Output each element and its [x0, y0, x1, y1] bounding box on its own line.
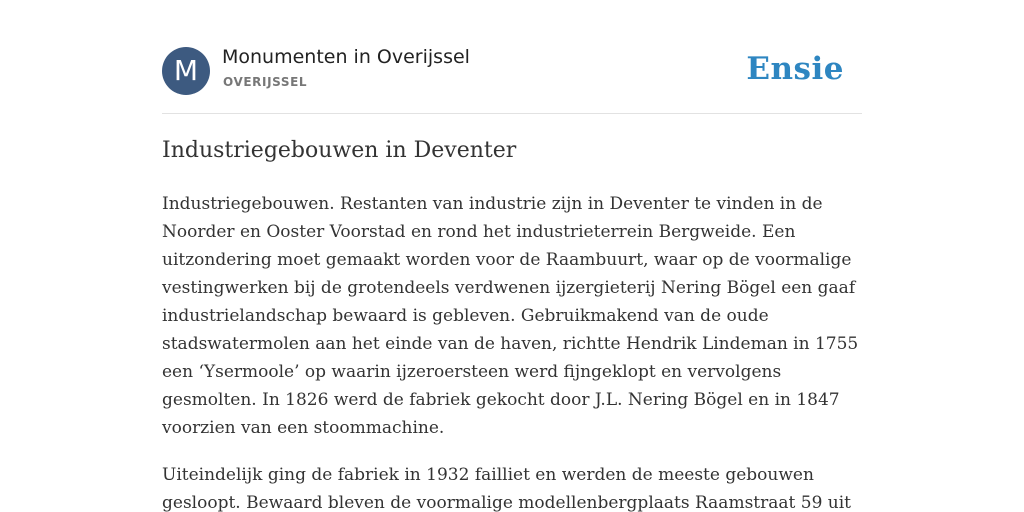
header-divider — [162, 113, 862, 114]
paragraph-line: Noorder en Ooster Voorstad en rond het industrieterrein Bergweide. Een — [162, 222, 796, 242]
article-body — [162, 190, 862, 512]
paragraph-line: Uiteindelijk ging de fabriek in 1932 failliet en werden de meeste gebouwen — [162, 465, 814, 485]
publication-category[interactable]: OVERIJSSEL — [223, 75, 308, 89]
paragraph-line: Industriegebouwen. Restanten van industrie zijn in Deventer te vinden in de — [162, 194, 823, 214]
paragraph-line: gesmolten. In 1826 werd de fabriek gekocht door J.L. Nering Bögel en in 1847 — [162, 390, 840, 410]
publication-title[interactable]: Monumenten in Overijssel — [222, 46, 470, 68]
paragraph-line: stadswatermolen aan het einde van de haven, richtte Hendrik Lindeman in 1755 — [162, 334, 859, 354]
paragraph-line: voorzien van een stoommachine. — [162, 418, 445, 438]
paragraph-line: gesloopt. Bewaard bleven de voormalige modellenbergplaats Raamstraat 59 uit — [162, 493, 852, 512]
article-paragraph — [162, 190, 862, 442]
brand-logo[interactable]: Ensie — [746, 51, 844, 87]
publication-header — [162, 46, 862, 96]
paragraph-line: industrielandschap bewaard is gebleven. Gebruikmakend van de oude — [162, 306, 769, 326]
paragraph-line: vestingwerken bij de grotendeels verdwenen ijzergieterij Nering Bögel een gaaf — [162, 278, 856, 298]
publication-avatar[interactable]: M — [162, 47, 210, 95]
paragraph-line: uitzondering moet gemaakt worden voor de Raambuurt, waar op de voormalige — [162, 250, 852, 270]
article-title: Industriegebouwen in Deventer — [162, 138, 517, 163]
article-paragraph — [162, 461, 862, 512]
paragraph-line: een ‘Ysermoole’ op waarin ijzeroersteen werd fijngeklopt en vervolgens — [162, 362, 782, 382]
